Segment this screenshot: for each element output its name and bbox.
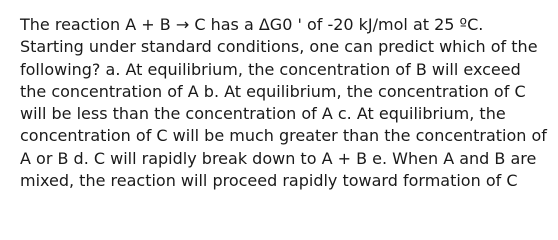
- question-text: The reaction A + B → C has a ΔG0 ' of -20 kJ/mol at 25 ºC. Starting under standard conditions, one can predict which of the following? a. At equilibrium, the concentration of B will exceed the concentration of A b. At equilibrium, the concentration of C will be less than the concentration of A c. At equilibrium, the concentration of C will be much greater than the concentration of A or B d. C will rapidly break down to A + B e. When A and B are mixed, the reaction will proceed rapidly toward formation of C: [20, 15, 547, 191]
